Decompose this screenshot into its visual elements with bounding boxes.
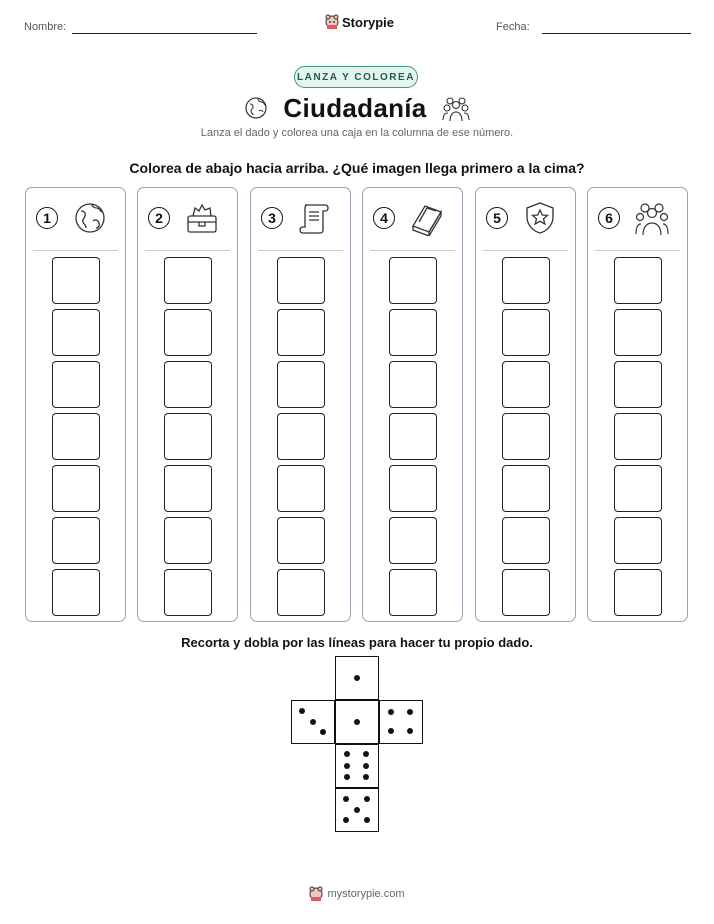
column-4 <box>362 187 463 622</box>
storypie-mascot-icon <box>309 886 323 902</box>
name-field-line[interactable] <box>72 33 257 34</box>
die-pip <box>343 817 349 823</box>
color-box[interactable] <box>52 361 100 408</box>
die-pip <box>363 774 369 780</box>
color-box[interactable] <box>277 309 325 356</box>
die-pip <box>364 817 370 823</box>
color-box[interactable] <box>164 361 212 408</box>
die-pip <box>363 763 369 769</box>
die-pip <box>354 807 360 813</box>
die-pip <box>344 774 350 780</box>
die-pip <box>320 729 326 735</box>
die-pip <box>299 708 305 714</box>
color-box[interactable] <box>614 309 662 356</box>
color-box[interactable] <box>502 309 550 356</box>
color-box[interactable] <box>502 569 550 616</box>
color-box[interactable] <box>614 465 662 512</box>
die-instruction: Recorta y dobla por las líneas para hacer tu propio dado. <box>181 635 533 650</box>
color-box[interactable] <box>277 517 325 564</box>
activity-badge: LANZA Y COLOREA <box>294 66 418 88</box>
die-face-5 <box>335 788 379 832</box>
book-icon <box>409 200 445 236</box>
color-box[interactable] <box>614 569 662 616</box>
die-pip <box>344 763 350 769</box>
column-number: 6 <box>598 207 620 229</box>
die-pip <box>388 709 394 715</box>
color-box[interactable] <box>277 413 325 460</box>
people-group-icon <box>634 200 670 236</box>
column-3 <box>250 187 351 622</box>
column-divider <box>33 250 118 251</box>
color-box[interactable] <box>502 517 550 564</box>
column-header <box>363 188 462 250</box>
color-box[interactable] <box>389 413 437 460</box>
color-box[interactable] <box>614 361 662 408</box>
scroll-icon <box>297 200 333 236</box>
column-divider <box>370 250 455 251</box>
name-label: Nombre: <box>24 21 67 33</box>
column-header <box>251 188 350 250</box>
color-box[interactable] <box>502 361 550 408</box>
color-box[interactable] <box>277 257 325 304</box>
color-box[interactable] <box>502 413 550 460</box>
footer <box>0 886 714 902</box>
shield-star-icon <box>522 200 558 236</box>
die-face-3 <box>291 700 335 744</box>
color-box[interactable] <box>52 465 100 512</box>
die-pip <box>388 728 394 734</box>
column-header <box>588 188 687 250</box>
color-box[interactable] <box>389 517 437 564</box>
color-box[interactable] <box>52 257 100 304</box>
die-pip <box>343 796 349 802</box>
subtitle: Lanza el dado y colorea una caja en la columna de ese número. <box>200 127 514 139</box>
die-face-1 <box>335 700 379 744</box>
color-box[interactable] <box>277 465 325 512</box>
column-number: 4 <box>373 207 395 229</box>
die-pip <box>344 751 350 757</box>
color-box[interactable] <box>389 569 437 616</box>
die-face-4 <box>379 700 423 744</box>
column-divider <box>145 250 230 251</box>
footer-url: mystorypie.com <box>327 888 405 900</box>
title-text: Ciudadanía <box>283 92 427 123</box>
color-box[interactable] <box>52 309 100 356</box>
globe-icon <box>243 95 269 121</box>
color-box[interactable] <box>164 569 212 616</box>
color-box[interactable] <box>389 361 437 408</box>
column-1 <box>25 187 126 622</box>
column-divider <box>483 250 568 251</box>
date-label: Fecha: <box>496 21 530 33</box>
column-divider <box>258 250 343 251</box>
color-box[interactable] <box>614 257 662 304</box>
color-box[interactable] <box>52 517 100 564</box>
color-box[interactable] <box>164 257 212 304</box>
die-pip <box>407 728 413 734</box>
column-header <box>138 188 237 250</box>
date-field-line[interactable] <box>542 33 691 34</box>
column-6 <box>587 187 688 622</box>
color-box[interactable] <box>389 257 437 304</box>
toolbox-icon <box>184 200 220 236</box>
die-pip <box>407 709 413 715</box>
column-header <box>26 188 125 250</box>
die-pip <box>354 719 360 725</box>
storypie-logo <box>325 14 394 30</box>
column-header <box>476 188 575 250</box>
people-group-icon <box>441 94 471 122</box>
color-box[interactable] <box>502 465 550 512</box>
color-box[interactable] <box>389 465 437 512</box>
page-title <box>230 91 484 125</box>
die-face-6 <box>335 744 379 788</box>
column-divider <box>595 250 680 251</box>
column-number: 3 <box>261 207 283 229</box>
color-box[interactable] <box>502 257 550 304</box>
color-box[interactable] <box>164 465 212 512</box>
column-2 <box>137 187 238 622</box>
brand-name: Storypie <box>342 14 395 30</box>
coloring-instruction: Colorea de abajo hacia arriba. ¿Qué imagen llega primero a la cima? <box>129 160 585 176</box>
color-box[interactable] <box>164 517 212 564</box>
globe-icon <box>72 200 108 236</box>
color-box[interactable] <box>52 569 100 616</box>
color-box[interactable] <box>52 413 100 460</box>
die-pip <box>310 719 316 725</box>
color-box[interactable] <box>164 413 212 460</box>
column-5 <box>475 187 576 622</box>
die-pip <box>363 751 369 757</box>
color-box[interactable] <box>277 361 325 408</box>
column-number: 1 <box>36 207 58 229</box>
color-box[interactable] <box>614 413 662 460</box>
die-pip <box>364 796 370 802</box>
color-box[interactable] <box>277 569 325 616</box>
die-face-1 <box>335 656 379 700</box>
storypie-mascot-icon <box>325 14 339 30</box>
column-number: 2 <box>148 207 170 229</box>
color-box[interactable] <box>389 309 437 356</box>
die-pip <box>354 675 360 681</box>
column-number: 5 <box>486 207 508 229</box>
color-box[interactable] <box>164 309 212 356</box>
color-box[interactable] <box>614 517 662 564</box>
